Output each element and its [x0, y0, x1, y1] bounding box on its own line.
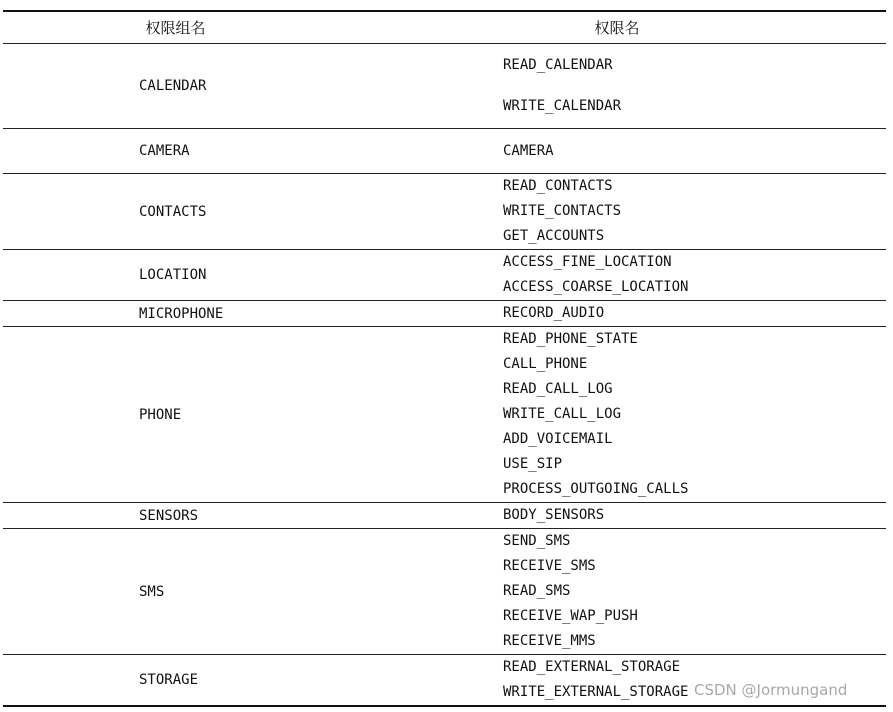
- permission-name: PROCESS_OUTGOING_CALLS: [503, 481, 689, 497]
- group-name: STORAGE: [139, 672, 199, 688]
- permission-name: CALL_PHONE: [503, 356, 588, 372]
- permission-name: READ_SMS: [503, 583, 571, 599]
- permission-list: [503, 503, 886, 528]
- table-row: [3, 44, 886, 128]
- permission-name: CAMERA: [503, 142, 554, 159]
- permission-name: ACCESS_FINE_LOCATION: [503, 254, 672, 270]
- permission-name: BODY_SENSORS: [503, 507, 605, 523]
- group-name: CAMERA: [139, 143, 190, 159]
- permission-name: RECEIVE_SMS: [503, 558, 596, 574]
- permission-list: [503, 250, 886, 300]
- table-body: [3, 44, 886, 707]
- permission-list: [503, 44, 886, 128]
- table-row: [3, 529, 886, 654]
- permission-name: USE_SIP: [503, 456, 563, 472]
- watermark: CSDN @Jormungand: [694, 681, 848, 699]
- permission-list: [503, 174, 886, 249]
- table-row: [3, 301, 886, 326]
- group-name: CONTACTS: [139, 203, 207, 220]
- permission-name: READ_CALL_LOG: [503, 381, 613, 397]
- permission-list: [503, 327, 886, 502]
- group-name: SENSORS: [139, 507, 199, 524]
- permission-list: [503, 301, 886, 326]
- permission-name: WRITE_CALENDAR: [503, 98, 622, 114]
- group-name: SMS: [139, 583, 165, 600]
- permission-name: RECEIVE_MMS: [503, 633, 596, 649]
- table-row: [3, 503, 886, 528]
- permission-list: [503, 529, 886, 654]
- header-permission-name: 权限名: [594, 19, 640, 37]
- group-name: LOCATION: [139, 267, 207, 283]
- permission-table: [3, 10, 886, 707]
- permission-name: RECEIVE_WAP_PUSH: [503, 608, 638, 624]
- permission-name: ADD_VOICEMAIL: [503, 431, 613, 447]
- table-row: [3, 129, 886, 173]
- table-row: [3, 327, 886, 502]
- permission-name: READ_EXTERNAL_STORAGE: [503, 659, 681, 675]
- table-row: [3, 174, 886, 249]
- header-group-name: 权限组名: [145, 19, 206, 37]
- permission-name: ACCESS_COARSE_LOCATION: [503, 279, 689, 295]
- permission-list: [503, 129, 886, 173]
- table-row: [3, 250, 886, 300]
- permission-name: WRITE_CONTACTS: [503, 203, 622, 219]
- permission-name: READ_CONTACTS: [503, 178, 613, 194]
- permission-name: READ_PHONE_STATE: [503, 331, 638, 347]
- permission-name: READ_CALENDAR: [503, 57, 613, 73]
- group-name: CALENDAR: [139, 78, 207, 94]
- group-name: MICROPHONE: [139, 305, 224, 322]
- permission-name: WRITE_EXTERNAL_STORAGE: [503, 684, 689, 700]
- permission-name: SEND_SMS: [503, 533, 571, 549]
- permission-name: RECORD_AUDIO: [503, 305, 605, 321]
- permission-name: GET_ACCOUNTS: [503, 228, 605, 244]
- table-bottom-rule: [3, 705, 886, 707]
- table-header: [3, 12, 886, 43]
- group-name: PHONE: [139, 406, 182, 423]
- permission-name: WRITE_CALL_LOG: [503, 406, 622, 422]
